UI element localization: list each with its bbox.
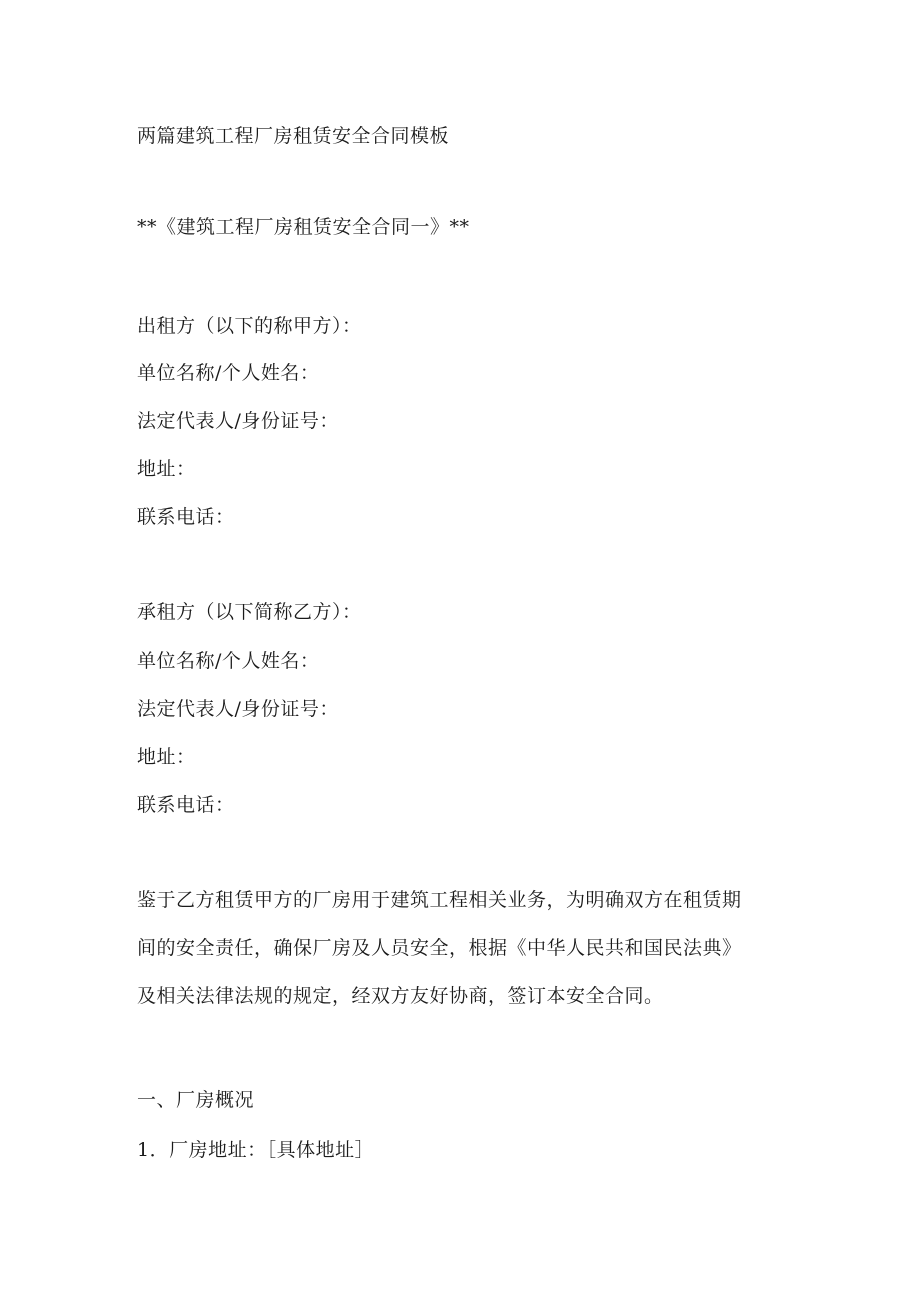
preamble-line-1: 鉴于乙方租赁甲方的厂房用于建筑工程相关业务，为明确双方在租赁期: [137, 889, 742, 911]
preamble-line-3: 及相关法律法规的规定，经双方友好协商，签订本安全合同。: [137, 985, 664, 1007]
lessee-heading: 承租方（以下简称乙方）：: [137, 601, 362, 623]
section-heading: 一、厂房概况: [137, 1089, 255, 1111]
preamble-line-2: 间的安全责任，确保厂房及人员安全，根据《中华人民共和国民法典》: [137, 937, 742, 959]
lessee-address-label: 地址：: [137, 746, 196, 768]
section-item-1: 1．厂房地址：［具体地址］: [137, 1139, 375, 1161]
lessor-name-label: 单位名称/个人姓名：: [137, 362, 320, 384]
contract-subtitle: **《建筑工程厂房租赁安全合同一》**: [137, 216, 470, 238]
lessor-address-label: 地址：: [137, 458, 196, 480]
lessee-phone-label: 联系电话：: [137, 794, 235, 816]
lessee-name-label: 单位名称/个人姓名：: [137, 650, 320, 672]
lessee-rep-label: 法定代表人/身份证号：: [137, 698, 339, 720]
document-title: 两篇建筑工程厂房租赁安全合同模板: [137, 125, 450, 147]
lessor-phone-label: 联系电话：: [137, 506, 235, 528]
lessor-heading: 出租方（以下的称甲方）：: [137, 315, 362, 337]
lessor-rep-label: 法定代表人/身份证号：: [137, 410, 339, 432]
